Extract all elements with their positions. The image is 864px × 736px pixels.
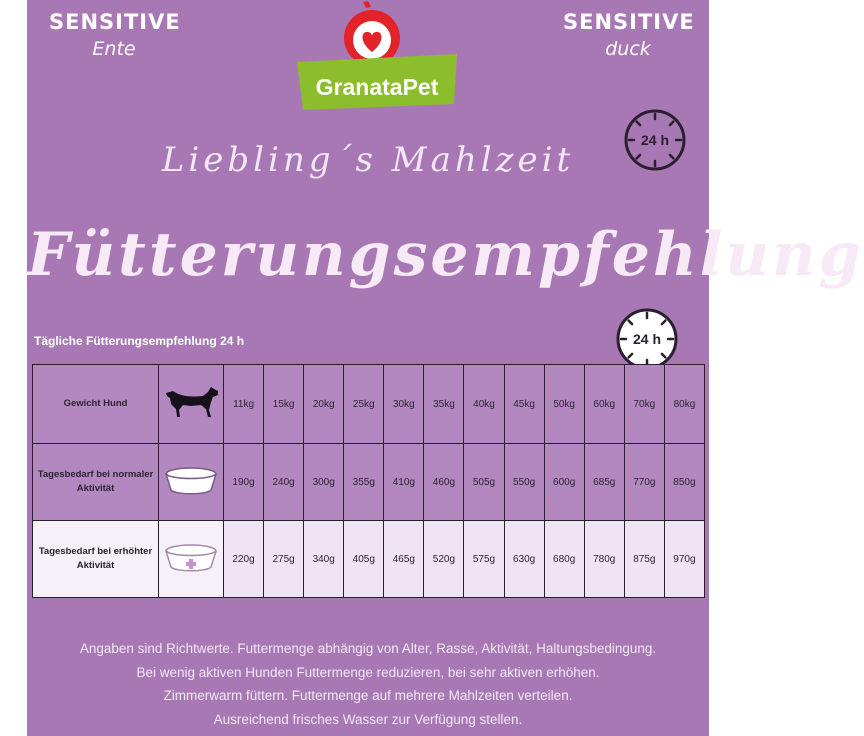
corner-left <box>49 10 179 60</box>
clock-24h-icon <box>622 107 688 173</box>
normal-cell: 240g <box>264 444 304 521</box>
clock-24h-table-icon <box>614 306 680 372</box>
corner-right-title: SENSITIVE <box>563 10 695 34</box>
weight-cell: 70kg <box>624 365 664 444</box>
bowl-plus-icon-cell <box>159 521 224 598</box>
headline-large: Fütterungsempfehlung <box>27 220 864 290</box>
note-line: Zimmerwarm füttern. Futtermenge auf mehrere Mahlzeiten verteilen. <box>163 688 573 703</box>
note-line: Ausreichend frisches Wasser zur Verfügung stellen. <box>213 711 523 727</box>
normal-cell: 505g <box>464 444 504 521</box>
high-cell: 680g <box>544 521 584 598</box>
weight-cell: 35kg <box>424 365 464 444</box>
normal-cell: 550g <box>504 444 544 521</box>
weight-cell: 60kg <box>584 365 624 444</box>
table-row-normal <box>33 444 705 521</box>
weight-cell: 11kg <box>224 365 264 444</box>
weight-cell: 30kg <box>384 365 424 444</box>
feeding-panel <box>27 0 864 736</box>
bowl-icon-cell <box>159 444 224 521</box>
weight-cell: 80kg <box>664 365 704 444</box>
normal-activity-label: Tagesbedarf bei normaler Aktivität <box>33 444 159 521</box>
dog-icon <box>161 383 221 423</box>
normal-cell: 300g <box>304 444 344 521</box>
high-cell: 520g <box>424 521 464 598</box>
feeding-table <box>32 364 705 598</box>
corner-right-subtitle: duck <box>605 38 651 60</box>
normal-cell: 770g <box>624 444 664 521</box>
weight-cell: 20kg <box>304 365 344 444</box>
high-cell: 340g <box>304 521 344 598</box>
normal-cell: 410g <box>384 444 424 521</box>
high-cell: 465g <box>384 521 424 598</box>
normal-cell: 460g <box>424 444 464 521</box>
high-cell: 275g <box>264 521 304 598</box>
high-cell: 575g <box>464 521 504 598</box>
high-cell: 630g <box>504 521 544 598</box>
weight-cell: 50kg <box>544 365 584 444</box>
corner-left-subtitle: Ente <box>92 38 136 60</box>
weight-label: Gewicht Hund <box>33 365 159 444</box>
weight-cell: 40kg <box>464 365 504 444</box>
weight-cell: 15kg <box>264 365 304 444</box>
granatapet-logo <box>289 0 459 112</box>
normal-cell: 685g <box>584 444 624 521</box>
food-bowl-icon <box>161 464 221 498</box>
corner-right <box>563 10 693 60</box>
high-cell: 405g <box>344 521 384 598</box>
feeding-notes <box>27 637 709 731</box>
corner-left-title: SENSITIVE <box>49 10 181 34</box>
high-cell: 970g <box>664 521 704 598</box>
high-cell: 780g <box>584 521 624 598</box>
table-row-weight <box>33 365 705 444</box>
food-bowl-plus-icon <box>161 541 221 575</box>
clock-label: 24 h <box>640 132 670 148</box>
weight-cell: 45kg <box>504 365 544 444</box>
brand-name: GranataPet <box>315 74 439 100</box>
clock-table-label: 24 h <box>632 331 662 347</box>
weight-cell: 25kg <box>344 365 384 444</box>
apple-heart-icon <box>344 1 400 66</box>
high-cell: 875g <box>624 521 664 598</box>
note-line: Bei wenig aktiven Hunden Futtermenge reduzieren, bei sehr aktiven erhöhen. <box>136 664 600 680</box>
normal-cell: 355g <box>344 444 384 521</box>
high-cell: 220g <box>224 521 264 598</box>
table-title: Tägliche Fütterungsempfehlung 24 h <box>34 334 245 348</box>
normal-cell: 190g <box>224 444 264 521</box>
note-line: Angaben sind Richtwerte. Futtermenge abhängig von Alter, Rasse, Aktivität, Haltungsbedingung. <box>79 641 657 656</box>
headline-small: Liebling´s Mahlzeit <box>161 140 575 180</box>
normal-cell: 600g <box>544 444 584 521</box>
high-activity-label: Tagesbedarf bei erhöhter Aktivität <box>33 521 159 598</box>
normal-cell: 850g <box>664 444 704 521</box>
table-row-high <box>33 521 705 598</box>
dog-icon-cell <box>159 365 224 444</box>
